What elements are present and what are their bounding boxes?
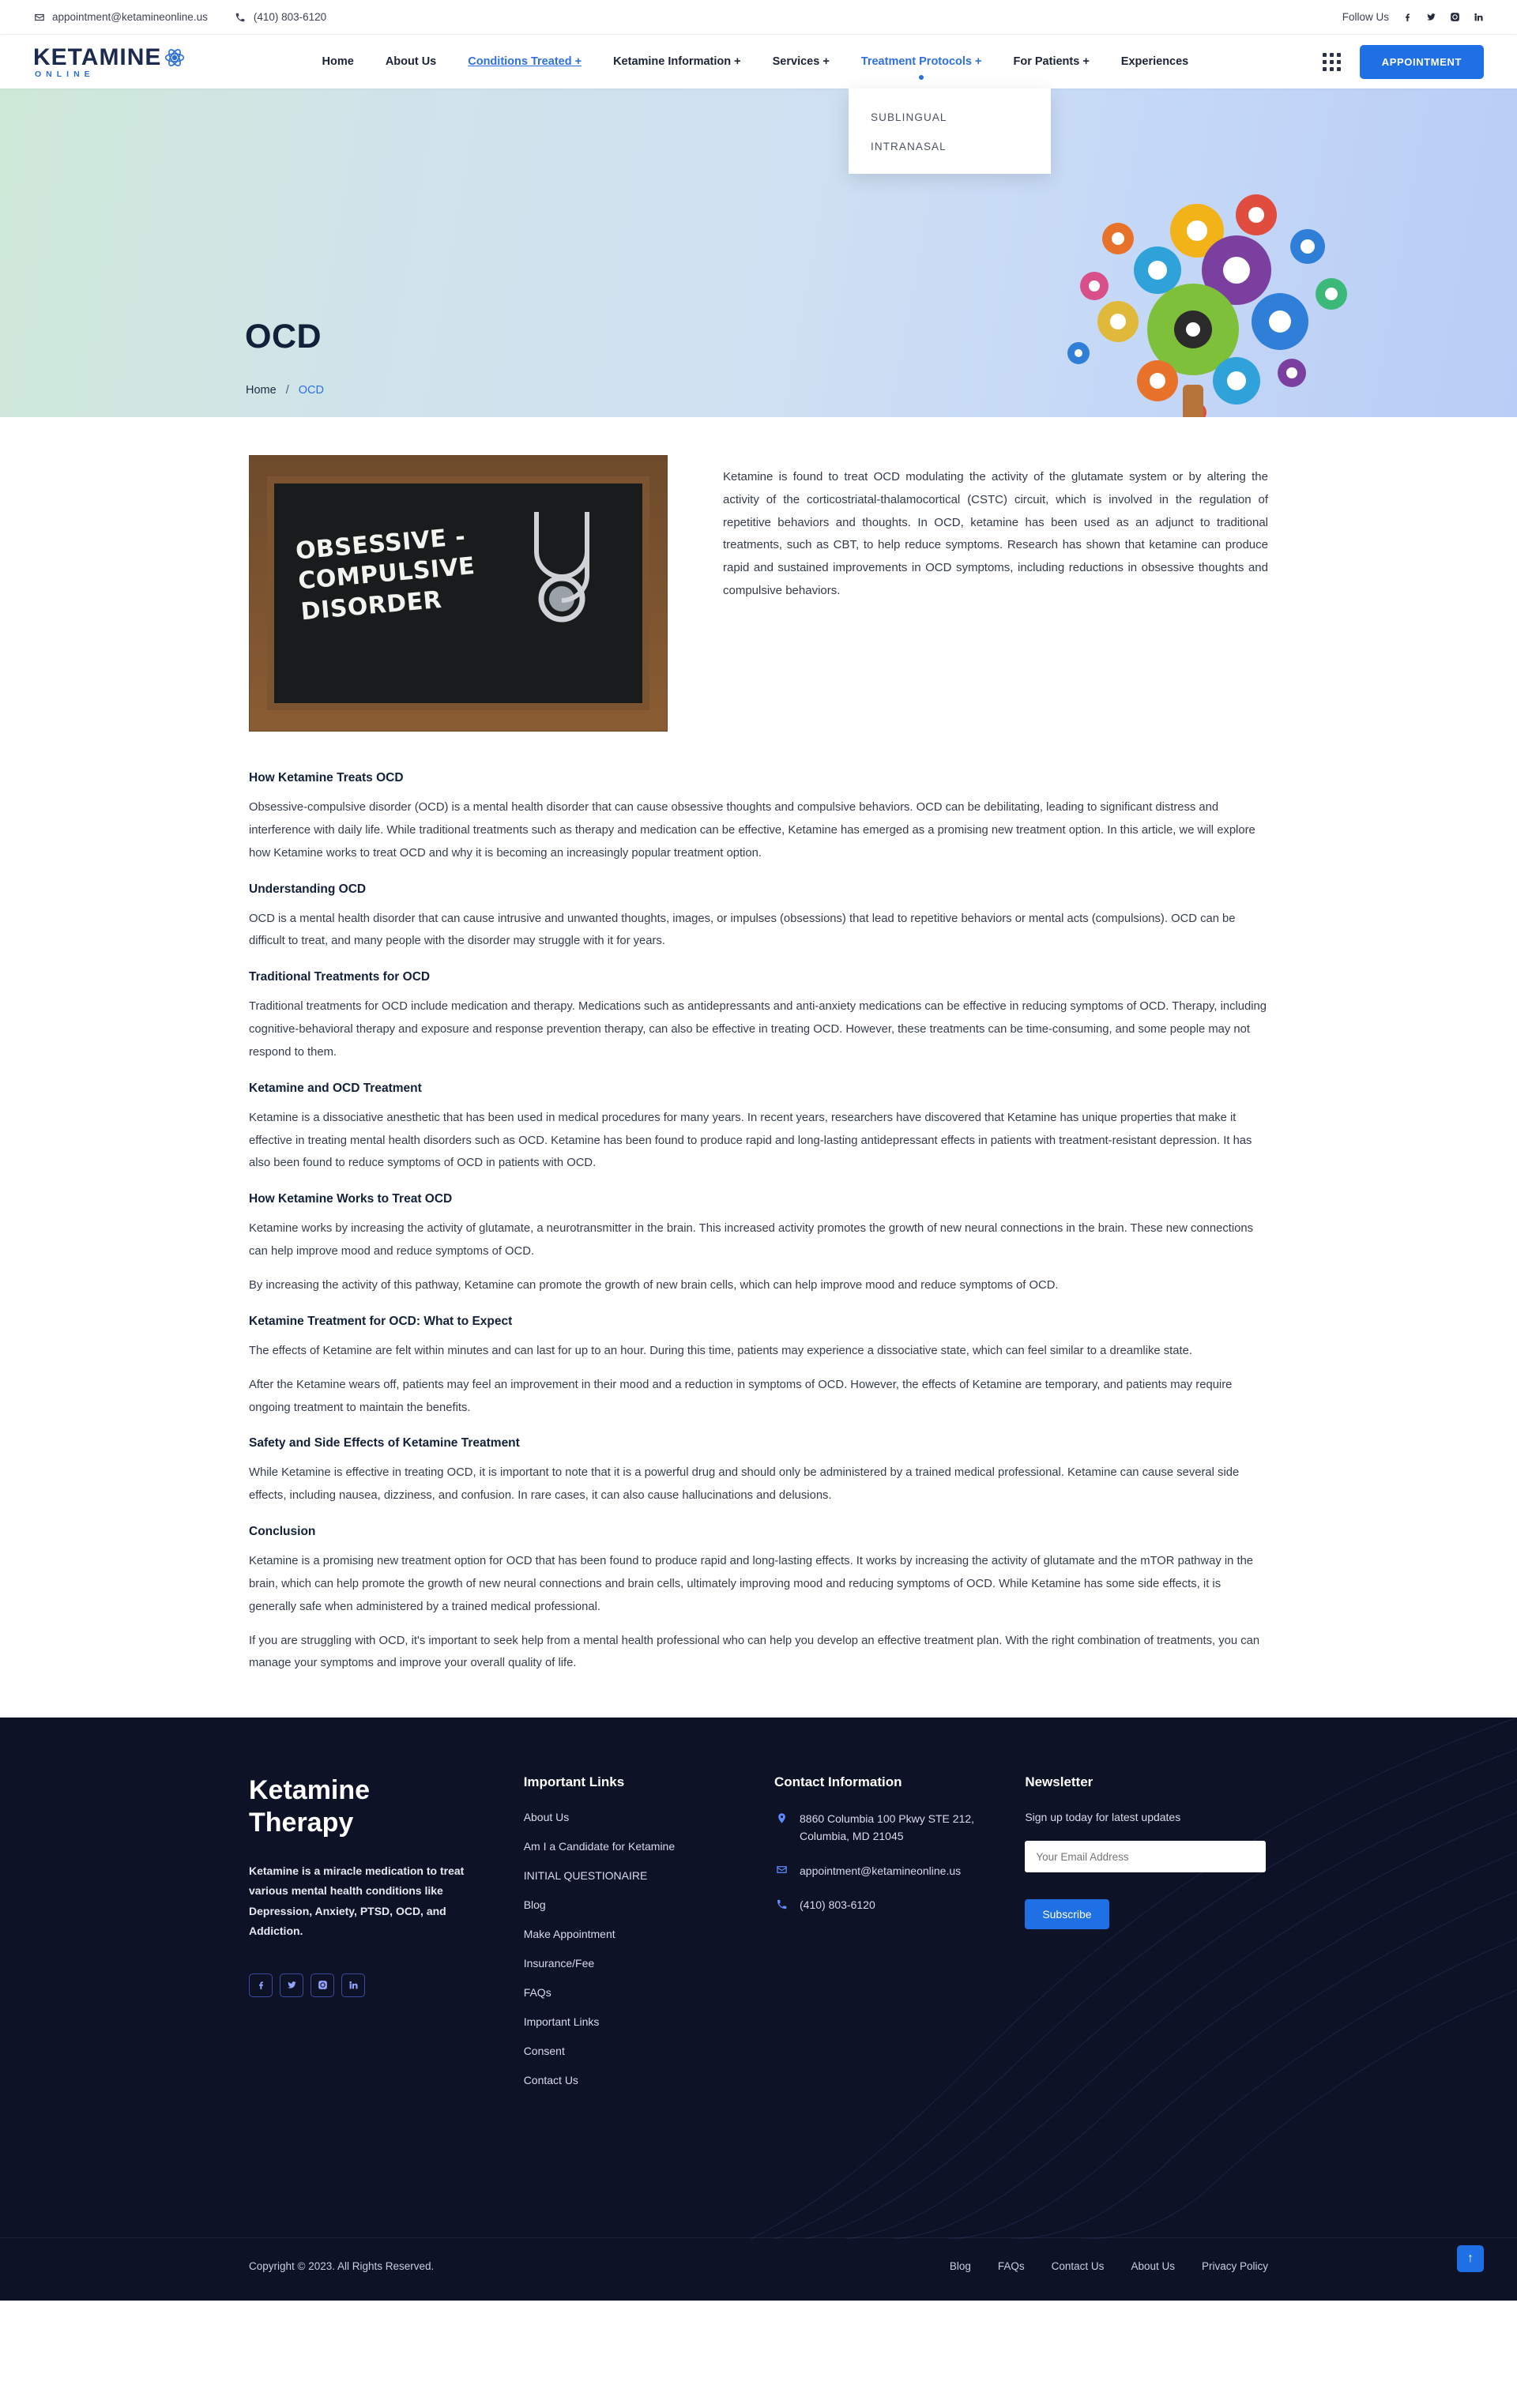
nav-item-for-patients[interactable] xyxy=(1014,51,1090,73)
section-paragraph: Ketamine works by increasing the activity of glutamate, a neurotransmitter in the brain. This increased activity promotes the growth of new neural connections in the brain. These new connections can help improve mood and reduce symptoms of OCD. xyxy=(249,1222,1254,1259)
topbar-email-text: appointment@ketamineonline.us xyxy=(52,11,208,23)
section-heading: Ketamine Treatment for OCD: What to Expect xyxy=(249,1314,513,1328)
footer-bottom-link-contact-us[interactable]: Contact Us xyxy=(1051,2260,1105,2273)
hero-banner xyxy=(0,88,1517,417)
main-navigation xyxy=(188,51,1323,73)
scroll-to-top-button[interactable] xyxy=(1457,2245,1484,2272)
apps-grid-icon[interactable] xyxy=(1323,53,1341,71)
footer-description: Ketamine is a miracle medication to treat various mental health conditions like Depression, Anxiety, PTSD, OCD, and Addiction. xyxy=(249,1864,465,1938)
twitter-icon[interactable] xyxy=(280,1973,303,1997)
section-heading: How Ketamine Works to Treat OCD xyxy=(249,1192,453,1206)
nav-label: Services xyxy=(772,55,820,68)
arrow-up-icon: ↑ xyxy=(1467,2252,1474,2266)
footer-link-important-links[interactable]: Important Links xyxy=(523,2015,600,2029)
article-sections xyxy=(249,732,1268,1675)
phone-icon xyxy=(235,11,247,23)
footer-bottom-links xyxy=(950,2260,1268,2272)
nav-label: Conditions Treated xyxy=(468,55,572,68)
footer-address xyxy=(774,1811,1025,1845)
facebook-icon[interactable] xyxy=(1402,12,1413,23)
article-content xyxy=(0,417,1517,1718)
section-heading: Safety and Side Effects of Ketamine Treatment xyxy=(249,1436,520,1450)
section-heading: Conclusion xyxy=(249,1525,316,1539)
topbar-phone[interactable] xyxy=(235,11,326,23)
facebook-icon[interactable] xyxy=(249,1973,273,1997)
footer-bottom-bar xyxy=(0,2237,1517,2301)
nav-item-treatment-protocols[interactable] xyxy=(861,51,982,73)
nav-plus-icon: + xyxy=(734,55,741,68)
footer-link-consent[interactable]: Consent xyxy=(523,2045,565,2058)
footer-contact-column xyxy=(774,1774,1025,2103)
location-pin-icon xyxy=(774,1811,789,1825)
linkedin-icon[interactable] xyxy=(341,1973,365,1997)
section-paragraph: If you are struggling with OCD, it's important to seek help from a mental health professional who can help you develop an effective treatment plan. With the right combination of treatments, you can manage your symptoms and improve your overall quality of life. xyxy=(249,1634,1260,1670)
topbar-phone-text: (410) 803-6120 xyxy=(253,11,327,23)
section-paragraph: Ketamine is a promising new treatment option for OCD that has been found to produce rapid and long-lasting effects. It works by increasing the activity of glutamate and the mTOR pathway in the brain, which can help promote the growth of new neural connections and brain cells, ultimately improving mood and reducing symptoms of OCD. While Ketamine has some side effects, it is generally safe when administered by a trained medical professional. xyxy=(249,1555,1254,1613)
footer-address-text: 8860 Columbia 100 Pkwy STE 212, Columbia, MD 21045 xyxy=(800,1812,975,1842)
footer-link-blog[interactable]: Blog xyxy=(523,1898,546,1912)
footer-link-initial-questionaire[interactable]: INITIAL QUESTIONAIRE xyxy=(523,1869,648,1883)
article-intro-text: Ketamine is found to treat OCD modulating the activity of the glutamate system or by altering the activity of the corticostriatal-thalamocortical (CSTC) circuit, which is involved in the regulation of repetitive behaviors and thoughts. In OCD, ketamine has been used as an adjunct to traditional treatments, such as CBT, to help reduce symptoms. Research has shown that ketamine can produce rapid and sustained improvements in OCD symptoms, including reductions in obsessive thoughts and compulsive behaviors. xyxy=(723,470,1268,597)
nav-active-dot xyxy=(919,75,924,80)
footer-link-insurance-fee[interactable]: Insurance/Fee xyxy=(523,1957,595,1970)
section-paragraph: Obsessive-compulsive disorder (OCD) is a mental health disorder that can cause obsessive thoughts and compulsive behaviors. OCD can be debilitating, leading to significant distress and interference with daily life. While traditional treatments such as therapy and medication can be effective, Ketamine has emerged as a promising new treatment option. In this article, we will explore how Ketamine works to treat OCD and why it is becoming an increasingly popular treatment option. xyxy=(249,801,1255,860)
site-header xyxy=(0,35,1517,152)
footer-contact-heading: Contact Information xyxy=(774,1774,902,1790)
envelope-icon xyxy=(774,1863,789,1877)
subscribe-button[interactable]: Subscribe xyxy=(1025,1899,1109,1929)
footer-bottom-link-privacy-policy[interactable]: Privacy Policy xyxy=(1201,2260,1268,2273)
nav-item-services[interactable] xyxy=(773,51,830,73)
footer-email-text: appointment@ketamineonline.us xyxy=(800,1864,962,1877)
section-paragraph: Traditional treatments for OCD include medication and therapy. Medications such as antidepressants and anti-anxiety medications can be effective in reducing symptoms of OCD. Therapy, including cognitive-behavioral therapy and exposure and response prevention therapy, can also be effective in treating OCD. However, these treatments can be time-consuming, and some people may not respond to them. xyxy=(249,1000,1267,1059)
footer-socials xyxy=(249,1973,492,1997)
gears-brain-illustration xyxy=(999,183,1371,417)
nav-plus-icon: + xyxy=(574,55,582,68)
breadcrumb xyxy=(246,384,324,397)
copyright-text: Copyright © 2023. All Rights Reserved. xyxy=(249,2260,435,2273)
twitter-icon[interactable] xyxy=(1425,12,1436,23)
footer-brand-line2: Therapy xyxy=(249,1808,354,1838)
logo-text: KETAMINE xyxy=(33,44,162,70)
section-paragraph: While Ketamine is effective in treating OCD, it is important to note that it is a powerful drug and should only be administered by a trained medical professional. Ketamine can cause several side effects, including nausea, dizziness, and confusion. In rare cases, it can also cause hallucinations and delusions. xyxy=(249,1466,1240,1503)
footer-links-heading: Important Links xyxy=(523,1774,625,1790)
treatment-protocols-dropdown xyxy=(849,88,1051,174)
footer-newsletter-subtext: Sign up today for latest updates xyxy=(1025,1811,1181,1824)
article-hero-image xyxy=(249,455,668,732)
section-paragraph: After the Ketamine wears off, patients may feel an improvement in their mood and a reduction in symptoms of OCD. However, the effects of Ketamine are temporary, and patients may require ongoing treatment to maintain the benefits. xyxy=(249,1378,1233,1414)
nav-item-about-us[interactable] xyxy=(386,51,436,73)
dropdown-item-intranasal[interactable]: INTRANASAL xyxy=(871,141,947,152)
appointment-button[interactable]: APPOINTMENT xyxy=(1360,45,1484,79)
footer-newsletter-heading: Newsletter xyxy=(1025,1774,1094,1790)
footer-newsletter-column xyxy=(1025,1774,1268,2103)
nav-label: Treatment Protocols xyxy=(860,55,972,68)
footer-brand xyxy=(249,1774,492,1839)
nav-plus-icon: + xyxy=(1082,55,1090,68)
chalkboard-text: OBSESSIVE - COMPULSIVE DISORDER xyxy=(294,522,476,626)
breadcrumb-separator: / xyxy=(285,384,289,397)
footer-link-contact-us[interactable]: Contact Us xyxy=(523,2074,578,2087)
newsletter-email-input[interactable] xyxy=(1025,1841,1266,1872)
section-heading: How Ketamine Treats OCD xyxy=(249,771,404,784)
dropdown-item-sublingual[interactable]: SUBLINGUAL xyxy=(871,111,947,123)
chalkboard xyxy=(267,476,649,710)
footer-phone[interactable] xyxy=(774,1897,1025,1914)
top-bar xyxy=(0,0,1517,35)
footer-link-about-us[interactable]: About Us xyxy=(523,1811,570,1824)
section-heading: Ketamine and OCD Treatment xyxy=(249,1081,422,1095)
page-title: OCD xyxy=(245,318,322,356)
phone-icon xyxy=(774,1897,789,1911)
follow-us-label: Follow Us xyxy=(1342,11,1389,23)
section-paragraph: By increasing the activity of this pathway, Ketamine can promote the growth of new brain cells, which can help improve mood and reduce symptoms of OCD. xyxy=(249,1278,1059,1292)
breadcrumb-current: OCD xyxy=(298,384,325,397)
footer-links-column xyxy=(524,1774,774,2103)
section-heading: Understanding OCD xyxy=(249,882,367,896)
footer-bottom-link-blog[interactable]: Blog xyxy=(949,2260,971,2273)
footer-bottom-link-about-us[interactable]: About Us xyxy=(1131,2260,1175,2273)
section-heading: Traditional Treatments for OCD xyxy=(249,970,431,984)
nav-label: Home xyxy=(322,55,354,68)
logo-subtext: ONLINE xyxy=(35,70,95,79)
nav-item-conditions-treated[interactable] xyxy=(468,51,582,73)
footer-link-candidate[interactable]: Am I a Candidate for Ketamine xyxy=(523,1840,676,1853)
footer-link-make-appointment[interactable]: Make Appointment xyxy=(523,1928,615,1941)
nav-plus-icon: + xyxy=(822,55,830,68)
footer-bottom-link-faqs[interactable]: FAQs xyxy=(997,2260,1025,2273)
nav-label: Experiences xyxy=(1120,55,1189,68)
logo[interactable] xyxy=(33,44,188,79)
nav-plus-icon: + xyxy=(975,55,982,68)
breadcrumb-home[interactable]: Home xyxy=(246,384,277,397)
footer-email[interactable] xyxy=(774,1863,1025,1880)
footer-link-faqs[interactable]: FAQs xyxy=(523,1986,551,2000)
instagram-icon[interactable] xyxy=(311,1973,334,1997)
stethoscope-icon xyxy=(521,504,615,646)
footer-phone-text: (410) 803-6120 xyxy=(800,1898,875,1912)
nav-item-home[interactable] xyxy=(322,51,354,73)
site-footer xyxy=(0,1718,1517,2301)
topbar-email[interactable] xyxy=(33,11,208,23)
nav-item-ketamine-information[interactable] xyxy=(613,51,741,73)
nav-label: About Us xyxy=(385,55,437,68)
envelope-icon xyxy=(33,11,45,23)
nav-item-experiences[interactable] xyxy=(1121,51,1188,73)
linkedin-icon[interactable] xyxy=(1473,12,1484,23)
nav-label: For Patients xyxy=(1013,55,1080,68)
footer-brand-column xyxy=(249,1774,524,2103)
section-paragraph: Ketamine is a dissociative anesthetic that has been used in medical procedures for many years. In recent years, researchers have discovered that Ketamine has unique properties that make it effective in treating mental health disorders such as OCD. Ketamine has been found to produce rapid and long-lasting antidepressant effects in patients with treatment-resistant depression. It has also been found to reduce symptoms of OCD in patients with OCD. xyxy=(249,1111,1252,1170)
section-paragraph: The effects of Ketamine are felt within minutes and can last for up to an hour. During this time, patients may experience a dissociative state, which can feel similar to a dreamlike state. xyxy=(249,1344,1192,1357)
instagram-icon[interactable] xyxy=(1449,12,1460,23)
section-paragraph: OCD is a mental health disorder that can cause intrusive and unwanted thoughts, images, or impulses (obsessions) that lead to repetitive behaviors or mental acts (compulsions). OCD can be difficult to treat, and many people with the disorder may struggle with it for years. xyxy=(249,912,1236,948)
atom-icon xyxy=(164,47,185,68)
nav-label: Ketamine Information xyxy=(613,55,732,68)
footer-brand-line1: Ketamine xyxy=(249,1775,371,1806)
